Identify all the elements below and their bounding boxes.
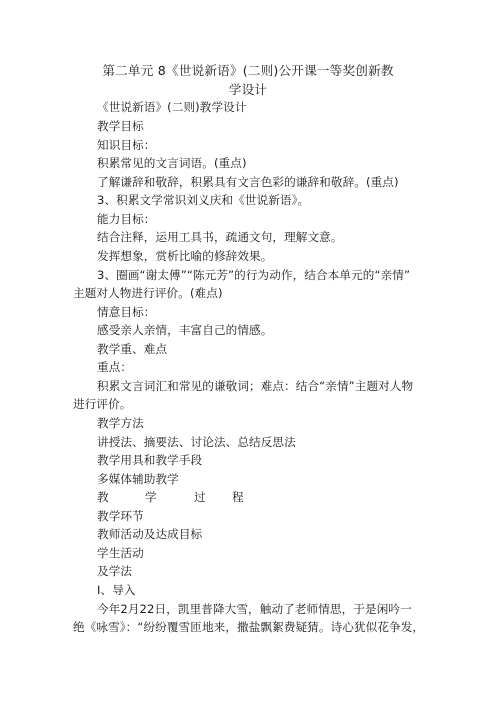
paragraph-line: 讲授法、摘要法、讨论法、总结反思法	[97, 435, 296, 449]
process-char: 程	[232, 490, 244, 504]
paragraph-line: 学生活动	[97, 546, 144, 560]
process-char: 教	[97, 490, 109, 504]
paragraph-line: 发挥想象，赏析比喻的修辞效果。	[97, 249, 273, 263]
document-title	[80, 61, 416, 99]
paragraph-line: 及学法	[97, 564, 133, 578]
section-heading: Ⅰ、导入	[97, 583, 136, 597]
paragraph-line: 了解谦辞和敬辞，积累具有文言色彩的谦辞和敬辞。(重点)	[97, 175, 399, 189]
sub-heading: 情意目标：	[97, 305, 156, 319]
paragraph-line: 绝《咏雪》：“纷纷覆雪匝地来，撒盐飘絮费疑猜。诗心犹似花争发，	[73, 620, 425, 634]
subtitle: 《世说新语》(二则)教学设计	[97, 100, 247, 114]
section-heading: 教学目标	[97, 119, 144, 133]
process-char: 学	[145, 490, 157, 504]
paragraph-line: 积累文言词汇和常见的谦敬词；难点：结合“亲情”主题对人物	[97, 379, 414, 393]
section-heading: 教学用具和教学手段	[97, 453, 203, 467]
paragraph-line: 3、积累文学常识刘义庆和《世说新语》。	[97, 193, 310, 207]
paragraph-line: 多媒体辅助教学	[97, 472, 179, 486]
section-heading: 教学方法	[97, 416, 144, 430]
paragraph-line: 进行评价。	[73, 397, 132, 411]
paragraph-line: 今年2月22日，凯里普降大雪，触动了老师情思，于是闲吟一	[97, 602, 412, 616]
paragraph-line: 结合注释，运用工具书，疏通文句，理解文意。	[97, 230, 343, 244]
title-line-2: 学设计	[228, 82, 268, 97]
paragraph-line: 3、圈画“谢太傅”“陈元芳”的行为动作，结合本单元的“亲情”	[97, 268, 411, 282]
sub-heading: 重点：	[97, 360, 133, 374]
process-char: 过	[194, 490, 206, 504]
sub-heading: 知识目标：	[97, 138, 156, 152]
paragraph-line: 感受亲人亲情，丰富自己的情感。	[97, 323, 273, 337]
section-heading: 教学环节	[97, 509, 144, 523]
section-heading: 教学重、难点	[97, 342, 168, 356]
paragraph-line: 主题对人物进行评价。(难点)	[73, 286, 223, 300]
paragraph-line: 教师活动及达成目标	[97, 527, 203, 541]
sub-heading: 能力目标：	[97, 212, 156, 226]
paragraph-line: 积累常见的文言词语。(重点)	[97, 156, 247, 170]
title-line-1: 第二单元 8《世说新语》(二则)公开课一等奖创新教	[102, 63, 394, 78]
